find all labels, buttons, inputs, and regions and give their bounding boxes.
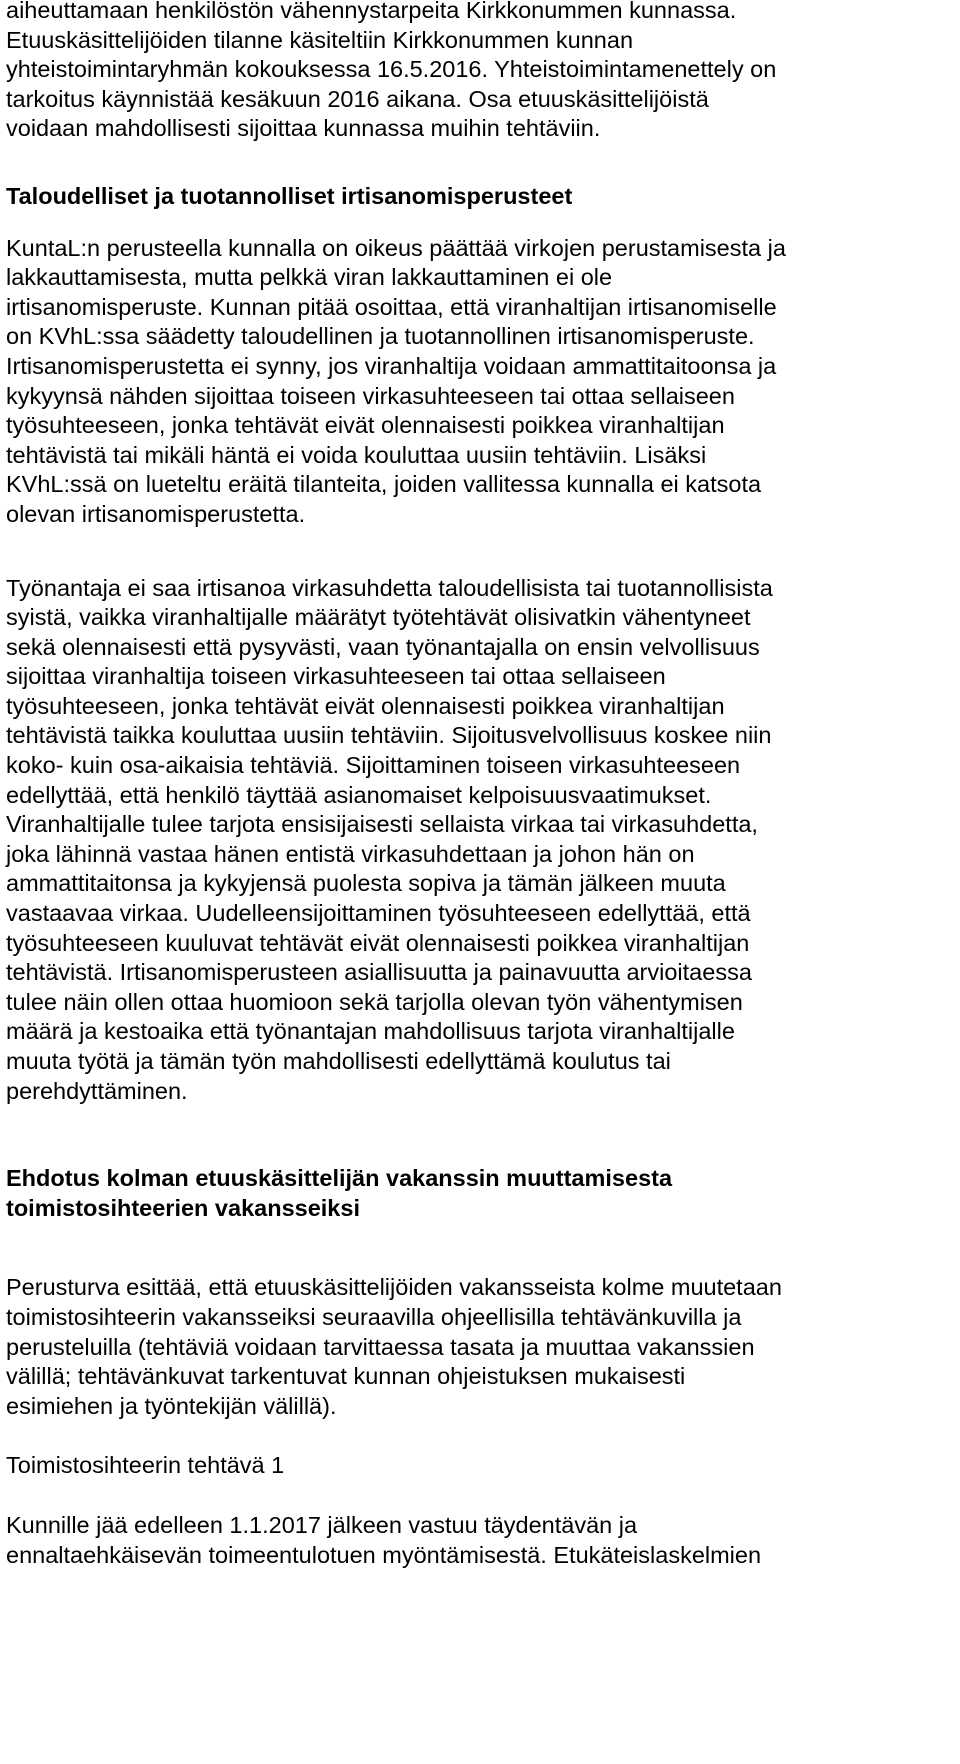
text-line: tehtävistä taikka kouluttaa uusiin tehtäviin. Sijoitusvelvollisuus koskee niin (6, 722, 772, 749)
paragraph-intro (6, 0, 956, 144)
heading-text: toimistosihteerien vakansseiksi (6, 1194, 360, 1221)
spacer (6, 1223, 956, 1273)
text-line: on KVhL:ssa säädetty taloudellinen ja tuotannollinen irtisanomisperuste. (6, 323, 755, 350)
text-line: Kunnille jää edelleen 1.1.2017 jälkeen vastuu täydentävän ja (6, 1511, 638, 1538)
text-line: joka lähinnä vastaa hänen entistä virkasuhdettaan ja johon hän on (6, 840, 695, 867)
text-line: Työnantaja ei saa irtisanoa virkasuhdetta taloudellisista tai tuotannollisista (6, 574, 773, 601)
text-line: KuntaL:n perusteella kunnalla on oikeus päättää virkojen perustamisesta ja (6, 234, 786, 261)
heading-text: Ehdotus kolman etuuskäsittelijän vakanssin muuttamisesta (6, 1165, 673, 1192)
text-line: toimistosihteerin vakansseiksi seuraavilla ohjeellisilla tehtävänkuvilla ja (6, 1303, 742, 1330)
text-line: välillä; tehtävänkuvat tarkentuvat kunnan ohjeistuksen mukaisesti (6, 1363, 686, 1390)
text-line: Toimistosihteerin tehtävä 1 (6, 1452, 285, 1479)
text-line: lakkauttamisesta, mutta pelkkä viran lakkauttaminen ei ole (6, 264, 613, 291)
text-line: tulee näin ollen ottaa huomioon sekä tarjolla olevan työn vähentymisen (6, 988, 743, 1015)
text-line: esimiehen ja työntekijän välillä). (6, 1392, 337, 1419)
text-line: ennaltaehkäisevän toimeentulotuen myöntämisestä. Etukäteislaskelmien (6, 1541, 762, 1568)
document-page (6, 0, 956, 1570)
text-line: Etuuskäsittelijöiden tilanne käsiteltiin Kirkkonummen kunnan (6, 26, 634, 53)
subheading-task (6, 1451, 956, 1481)
text-line: syistä, vaikka viranhaltijalle määrätyt työtehtävät olisivatkin vähentyneet (6, 604, 751, 631)
text-line: ammattitaitonsa ja kykyjensä puolesta sopiva ja tämän jälkeen muuta (6, 870, 726, 897)
text-line: tehtävistä tai mikäli häntä ei voida kouluttaa uusiin tehtäviin. Lisäksi (6, 441, 707, 468)
text-line: määrä ja kestoaika että työnantajan mahdollisuus tarjota viranhaltijalle (6, 1018, 735, 1045)
text-line: KVhL:ssä on lueteltu eräitä tilanteita, joiden vallitessa kunnalla ei katsota (6, 471, 762, 498)
spacer (6, 144, 956, 182)
spacer (6, 530, 956, 574)
text-line: kykyynsä nähden sijoittaa toiseen virkasuhteeseen tai ottaa sellaiseen (6, 382, 735, 409)
spacer (6, 1421, 956, 1451)
text-line: Perusturva esittää, että etuuskäsittelijöiden vakansseista kolme muutetaan (6, 1274, 782, 1301)
text-line: koko- kuin osa-aikaisia tehtäviä. Sijoittaminen toiseen virkasuhteeseen (6, 752, 741, 779)
spacer (6, 1481, 956, 1511)
text-line: vastaavaa virkaa. Uudelleensijoittaminen työsuhteeseen edellyttää, että (6, 900, 751, 927)
text-line: tehtävistä. Irtisanomisperusteen asiallisuutta ja painavuutta arvioitaessa (6, 959, 752, 986)
spacer (6, 1106, 956, 1164)
spacer (6, 212, 956, 234)
text-line: työsuhteeseen, jonka tehtävät eivät olennaisesti poikkea viranhaltijan (6, 692, 725, 719)
text-line: muuta työtä ja tämän työn mahdollisesti edellyttämä koulutus tai (6, 1048, 671, 1074)
text-line: irtisanomisperuste. Kunnan pitää osoittaa, että viranhaltijan irtisanomiselle (6, 293, 777, 320)
text-line: Irtisanomisperustetta ei synny, jos viranhaltija voidaan ammattitaitoonsa ja (6, 352, 777, 379)
text-line: perehdyttäminen. (6, 1077, 188, 1104)
text-line: edellyttää, että henkilö täyttää asianomaiset kelpoisuusvaatimukset. (6, 781, 712, 808)
text-line: yhteistoimintaryhmän kokouksessa 16.5.2016. Yhteistoimintamenettely on (6, 56, 777, 83)
text-line: työsuhteeseen, jonka tehtävät eivät olennaisesti poikkea viranhaltijan (6, 412, 725, 439)
text-line: aiheuttamaan henkilöstön vähennystarpeita Kirkkonummen kunnassa. (6, 0, 737, 23)
section-heading (6, 182, 956, 212)
section-heading (6, 1164, 956, 1223)
text-line: sekä olennaisesti että pysyvästi, vaan työnantajalla on ensin velvollisuus (6, 633, 760, 660)
text-line: tarkoitus käynnistää kesäkuun 2016 aikana. Osa etuuskäsittelijöistä (6, 85, 709, 112)
text-line: Viranhaltijalle tulee tarjota ensisijaisesti sellaista virkaa tai virkasuhdetta, (6, 811, 758, 838)
text-line: olevan irtisanomisperustetta. (6, 500, 306, 527)
paragraph-tyonantaja (6, 574, 956, 1107)
text-line: työsuhteeseen kuuluvat tehtävät eivät olennaisesti poikkea viranhaltijan (6, 929, 750, 956)
paragraph-perusturva (6, 1273, 956, 1421)
paragraph-kuntal (6, 234, 956, 530)
text-line: voidaan mahdollisesti sijoittaa kunnassa muihin tehtäviin. (6, 115, 601, 142)
text-line: perusteluilla (tehtäviä voidaan tarvittaessa tasata ja muuttaa vakanssien (6, 1333, 755, 1360)
paragraph-kunnille (6, 1511, 956, 1570)
text-line: sijoittaa viranhaltija toiseen virkasuhteeseen tai ottaa sellaiseen (6, 663, 666, 690)
heading-text: Taloudelliset ja tuotannolliset irtisanomisperusteet (6, 182, 573, 209)
